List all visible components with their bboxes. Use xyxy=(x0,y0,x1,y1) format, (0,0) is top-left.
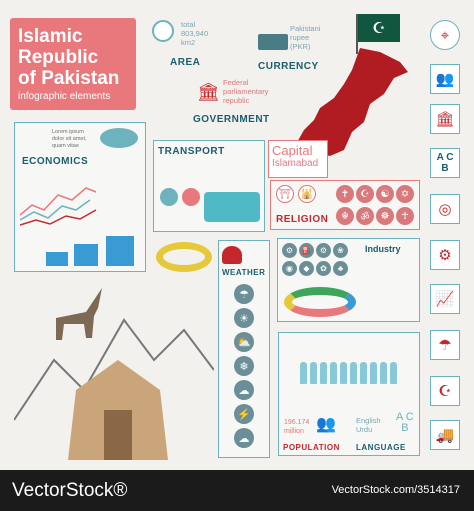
government-side-icon: 🏛 xyxy=(430,104,460,134)
language-values: English Urdu xyxy=(356,416,381,434)
title-box xyxy=(10,18,136,110)
title-line2: Republic xyxy=(18,47,99,68)
abc-side-icon: A C B xyxy=(430,148,460,178)
crescent-icon: ☪ xyxy=(356,185,374,203)
population-value: 196.174 million xyxy=(284,419,310,435)
person-icon xyxy=(380,362,387,384)
people-icons xyxy=(300,362,397,384)
economics-label: ECONOMICS xyxy=(22,156,89,167)
person-icon xyxy=(350,362,357,384)
car-icon xyxy=(182,188,200,206)
tree-icon: ♣ xyxy=(333,261,348,276)
3d-ring-chart-icon xyxy=(156,242,212,272)
currency-label: CURRENCY xyxy=(258,61,319,72)
coins-icon xyxy=(258,34,288,50)
population-people-icon: 👥 xyxy=(316,416,336,433)
cloud-sun-icon: ☁ xyxy=(234,428,254,448)
government-building-icon: 🏛 xyxy=(197,82,220,102)
pakistan-flag-icon: ☪ xyxy=(358,14,400,42)
factory-side-icon: ⚙ xyxy=(430,240,460,270)
economics-bar-1 xyxy=(46,252,68,266)
economics-bar-3 xyxy=(106,236,134,266)
language-letters-icon: A C B xyxy=(396,411,414,434)
storm-icon: ⚡ xyxy=(234,404,254,424)
footer-url: VectorStock.com/3514317 xyxy=(331,484,460,496)
location-pin-side-icon: ⌖ xyxy=(430,20,460,50)
person-icon xyxy=(360,362,367,384)
partly-cloudy-icon: ⛅ xyxy=(234,332,254,352)
ankh-icon: ☥ xyxy=(396,207,414,225)
gear-icon: ⚙ xyxy=(316,243,331,258)
oil-icon: ⛽ xyxy=(299,243,314,258)
sun-icon: ☀ xyxy=(234,308,254,328)
rain-side-icon: ☂ xyxy=(430,330,460,360)
capital-name: Islamabad xyxy=(272,158,319,169)
people-side-icon: 👥 xyxy=(430,64,460,94)
factory-icon: ⚙ xyxy=(282,243,297,258)
plane-icon xyxy=(160,188,178,206)
person-icon xyxy=(330,362,337,384)
economics-lorem: Lorem ipsum dolor sit amet, quam vitae xyxy=(52,129,87,149)
title-subtitle: infographic elements xyxy=(18,91,111,102)
coins-side-icon: ◎ xyxy=(430,194,460,224)
star-of-david-icon: ✡ xyxy=(396,185,414,203)
person-icon xyxy=(320,362,327,384)
person-icon xyxy=(390,362,397,384)
cloudy-icon: ☁ xyxy=(234,380,254,400)
plant-icon: ❀ xyxy=(333,243,348,258)
area-value: total 803,940 km2 xyxy=(181,20,209,47)
person-icon xyxy=(310,362,317,384)
cross-icon: ✝ xyxy=(336,185,354,203)
language-label: LANGUAGE xyxy=(356,443,406,452)
economics-bar-2 xyxy=(74,244,98,266)
location-pin-icon xyxy=(152,20,174,42)
pagoda-icon: ⛩ xyxy=(276,185,294,203)
rain-icon: ☂ xyxy=(234,284,254,304)
economics-pie-icon xyxy=(100,128,138,148)
person-icon xyxy=(300,362,307,384)
government-value: Federal parliamentary republic xyxy=(223,78,269,105)
title-line3: of Pakistan xyxy=(18,68,120,89)
markhor-goat-icon xyxy=(36,278,116,358)
om-icon: ॐ xyxy=(356,207,374,225)
cloud-rain-icon xyxy=(222,246,242,264)
capital-box xyxy=(268,140,328,178)
truck-side-icon: 🚚 xyxy=(430,420,460,450)
capital-title: Capital xyxy=(272,143,313,158)
transport-3d-icon xyxy=(204,192,260,222)
dharma-wheel-icon: ☸ xyxy=(376,207,394,225)
person-icon xyxy=(340,362,347,384)
mosque-icon: 🕌 xyxy=(298,185,316,203)
weather-label: WEATHER xyxy=(222,268,266,277)
khanda-icon: ☬ xyxy=(336,207,354,225)
footer-bar xyxy=(0,470,474,511)
chart-side-icon: 📈 xyxy=(430,284,460,314)
prayer-side-icon: ☪ xyxy=(430,376,460,406)
religion-label: RELIGION xyxy=(276,214,329,225)
title-line1: Islamic xyxy=(18,26,83,47)
grain-icon: ✿ xyxy=(316,261,331,276)
snowflake-icon: ❄ xyxy=(234,356,254,376)
industry-donut-chart xyxy=(284,287,356,317)
area-label: AREA xyxy=(170,57,201,68)
person-icon xyxy=(370,362,377,384)
population-label: POPULATION xyxy=(283,443,340,452)
transport-label: TRANSPORT xyxy=(158,146,225,157)
government-label: GOVERNMENT xyxy=(193,114,270,125)
economics-line-chart xyxy=(20,180,98,230)
population-language-panel xyxy=(278,332,420,456)
industry-label: Industry xyxy=(365,244,401,254)
mausoleum-icon xyxy=(58,350,178,462)
fish-icon: ◆ xyxy=(299,261,314,276)
yin-yang-icon: ☯ xyxy=(376,185,394,203)
cow-icon: ◉ xyxy=(282,261,297,276)
footer-brand: VectorStock® xyxy=(12,480,128,501)
currency-value: Pakistani rupee (PKR) xyxy=(290,24,321,51)
